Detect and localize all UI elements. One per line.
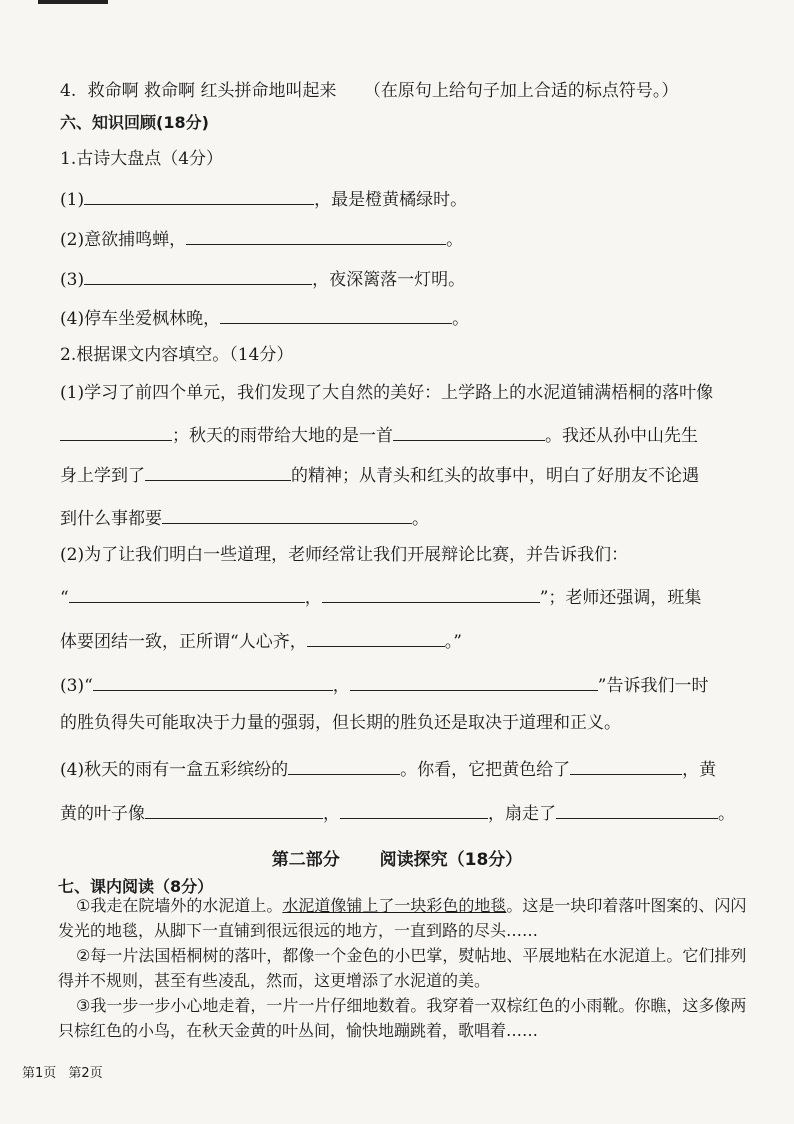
section-6-title: 六、知识回顾(18分) bbox=[60, 113, 209, 132]
fill-text: “ bbox=[60, 588, 69, 608]
blank-field[interactable] bbox=[556, 800, 718, 819]
question-4 bbox=[60, 80, 678, 102]
question-4-hint: （在原句上给句子加上合适的标点符号。） bbox=[363, 81, 679, 101]
blank-field[interactable] bbox=[307, 628, 445, 647]
fill-1-line-4 bbox=[60, 505, 429, 530]
fill-text: 。 bbox=[412, 509, 429, 529]
poem-line-1 bbox=[60, 186, 467, 211]
poem-1-suffix: ，最是橙黄橘绿时。 bbox=[314, 190, 468, 210]
reading-passage bbox=[58, 893, 748, 1043]
fill-1-line-3 bbox=[60, 462, 699, 487]
fill-text: ， bbox=[332, 676, 350, 696]
blank-field[interactable] bbox=[350, 672, 598, 691]
blank-field[interactable] bbox=[288, 756, 400, 775]
fill-text: ，扇走了 bbox=[488, 804, 556, 824]
fill-text: 到什么事都要 bbox=[60, 509, 162, 529]
q1-title: 1.古诗大盘点（4分） bbox=[60, 149, 224, 169]
reading-paragraph-1 bbox=[58, 893, 748, 943]
fill-2-line-1: (2)为了让我们明白一些道理，老师经常让我们开展辩论比赛，并告诉我们： bbox=[60, 545, 629, 565]
fill-text: ， bbox=[304, 588, 322, 608]
blank-field[interactable] bbox=[84, 186, 314, 205]
fill-text: ”；老师还强调，班集 bbox=[539, 588, 702, 608]
part-2-title: 第二部分 bbox=[271, 850, 340, 870]
blank-field[interactable] bbox=[84, 266, 312, 285]
fill-text: (4)秋天的雨有一盒五彩缤纷的 bbox=[60, 760, 289, 780]
page-footer bbox=[22, 1062, 103, 1081]
fill-text: 身上学到了 bbox=[60, 466, 145, 486]
poem-2-prefix: (2)意欲捕鸣蝉， bbox=[60, 230, 187, 250]
blank-field[interactable] bbox=[186, 226, 446, 245]
fill-text: (3)“ bbox=[60, 676, 93, 696]
fill-4-line-2 bbox=[60, 800, 735, 825]
blank-field[interactable] bbox=[69, 584, 305, 603]
fill-text: 。我还从孙中山先生 bbox=[545, 426, 698, 446]
part-2-subtitle: 阅读探究（18分） bbox=[379, 850, 523, 870]
blank-field[interactable] bbox=[322, 584, 540, 603]
para-text: ①我走在院墙外的水泥道上。 bbox=[76, 896, 283, 915]
underlined-sentence: 水泥道像铺上了一块彩色的地毯 bbox=[282, 896, 507, 915]
fill-2-line-3 bbox=[60, 628, 462, 653]
fill-text: ，黄 bbox=[682, 760, 717, 780]
fill-text: 的精神；从青头和红头的故事中，明白了好朋友不论遇 bbox=[291, 466, 699, 486]
blank-field[interactable] bbox=[145, 800, 323, 819]
page-number-total: 第2页 bbox=[68, 1066, 103, 1081]
page-number-current: 第1页 bbox=[22, 1066, 57, 1081]
fill-text: 。你看，它把黄色给了 bbox=[400, 760, 571, 780]
fill-text: 。” bbox=[444, 632, 462, 652]
poem-2-suffix: 。 bbox=[446, 230, 464, 250]
top-edge-bar bbox=[38, 0, 108, 4]
blank-field[interactable] bbox=[340, 800, 488, 819]
poem-4-prefix: (4)停车坐爱枫林晚， bbox=[60, 309, 221, 329]
question-4-text: 救命啊 救命啊 红头拼命地叫起来 bbox=[87, 81, 337, 101]
fill-text: 黄的叶子像 bbox=[60, 804, 145, 824]
blank-field[interactable] bbox=[162, 505, 412, 524]
fill-4-line-1 bbox=[60, 756, 716, 781]
fill-1-line-1: (1)学习了前四个单元，我们发现了大自然的美好：上学路上的水泥道铺满梧桐的落叶像 bbox=[60, 383, 714, 403]
poem-line-2 bbox=[60, 226, 463, 251]
blank-field[interactable] bbox=[93, 672, 333, 691]
blank-field[interactable] bbox=[393, 422, 545, 441]
fill-1-line-2 bbox=[60, 422, 698, 447]
poem-line-3 bbox=[60, 266, 465, 291]
blank-field[interactable] bbox=[570, 756, 682, 775]
poem-1-prefix: (1) bbox=[60, 190, 85, 210]
blank-field[interactable] bbox=[60, 422, 172, 441]
poem-line-4 bbox=[60, 305, 469, 330]
q2-title: 2.根据课文内容填空。（14分） bbox=[60, 345, 294, 365]
reading-paragraph-3: ③我一步一步小心地走着，一片一片仔细地数着。我穿着一双棕红色的小雨靴。你瞧，这多像两只棕红色的小鸟，在秋天金黄的叶丛间，愉快地蹦跳着，歌唱着…… bbox=[58, 996, 747, 1040]
fill-text: 。 bbox=[718, 804, 735, 824]
fill-2-line-2 bbox=[60, 584, 701, 609]
part-2-heading bbox=[0, 845, 794, 870]
section-7-title: 七、课内阅读（8分） bbox=[58, 877, 214, 896]
para-text: 。这是一块印着落叶图案的、闪闪发光的地毯，从脚下一直铺到很远很远的地方，一直到路的尽头…… bbox=[58, 896, 747, 940]
poem-3-prefix: (3) bbox=[60, 270, 85, 290]
fill-text: 体要团结一致，正所谓“人心齐， bbox=[60, 632, 307, 652]
fill-3-line-2: 的胜负得失可能取决于力量的强弱，但长期的胜负还是取决于道理和正义。 bbox=[60, 713, 621, 733]
fill-3-line-1 bbox=[60, 672, 708, 697]
fill-text: ， bbox=[323, 804, 340, 824]
blank-field[interactable] bbox=[145, 462, 291, 481]
question-4-number: 4. bbox=[60, 81, 77, 101]
fill-text: ”告诉我们一时 bbox=[597, 676, 709, 696]
poem-3-suffix: ，夜深篱落一灯明。 bbox=[312, 270, 466, 290]
poem-4-suffix: 。 bbox=[452, 309, 470, 329]
fill-text: ；秋天的雨带给大地的是一首 bbox=[172, 426, 393, 446]
reading-paragraph-2: ②每一片法国梧桐树的落叶，都像一个金色的小巴掌，熨帖地、平展地粘在水泥道上。它们排列得并不规则，甚至有些凌乱，然而，这更增添了水泥道的美。 bbox=[58, 946, 747, 990]
blank-field[interactable] bbox=[220, 305, 452, 324]
